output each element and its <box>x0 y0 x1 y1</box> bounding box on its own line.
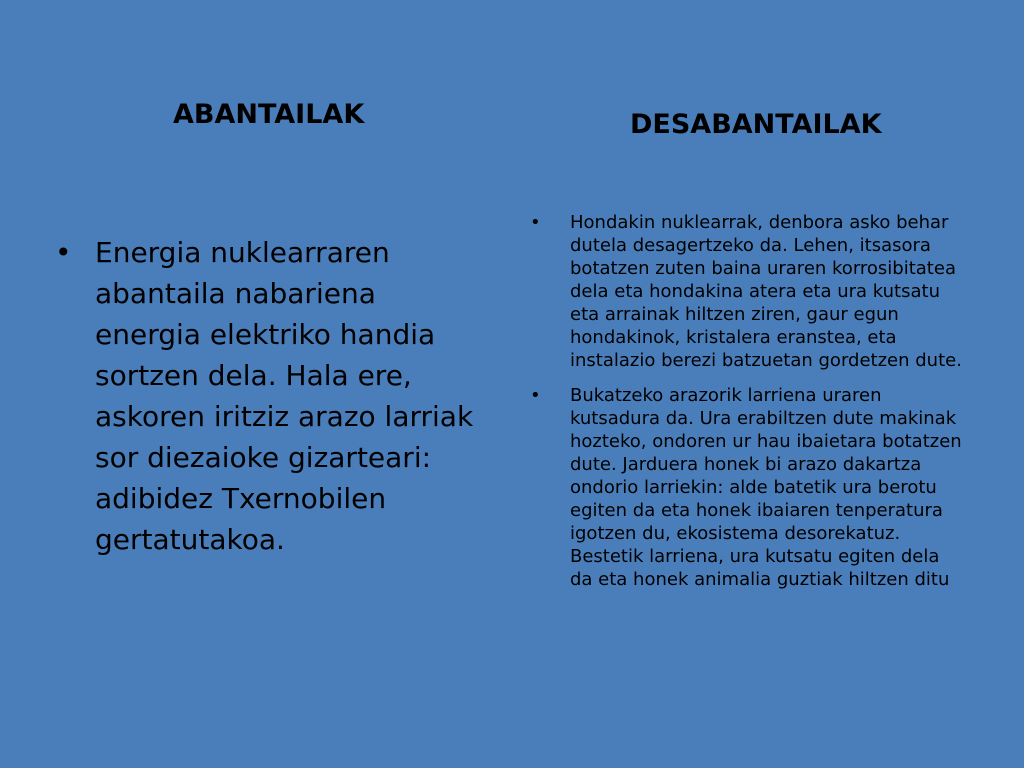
disadvantage-text: Hondakin nuklearrak, denbora asko behar dutela desagertzeko da. Lehen, itsasora botatzen zuten baina uraren korrosibitatea dela eta hondakina atera eta ura kutsatu eta arrainak hiltzen ziren, gaur egun hondakinok, kristalera eranstea, eta instalazio berezi batzuetan gordetzen dute. <box>570 212 962 371</box>
list-item <box>530 211 962 372</box>
disadvantages-list <box>530 211 962 603</box>
advantage-text: Energia nuklearraren abantaila nabariena energia elektriko handia sortzen dela. Hala ere, askoren iritziz arazo larriak sor diezaioke gizarteari: adibidez Txernobilen gertatutakoa. <box>95 236 474 556</box>
disadvantages-heading: DESABANTAILAK <box>630 109 882 140</box>
bullet-icon: • <box>55 236 72 269</box>
bullet-icon: • <box>530 212 541 233</box>
bullet-icon: • <box>530 385 541 406</box>
list-item <box>55 232 485 560</box>
advantages-list <box>55 232 485 560</box>
advantages-heading: ABANTAILAK <box>173 99 365 130</box>
disadvantage-text: Bukatzeko arazorik larriena uraren kutsadura da. Ura erabiltzen dute makinak hozteko, ondoren ur hau ibaietara botatzen dute. Jarduera honek bi arazo dakartza ondorio larriekin: alde batetik ura berotu egiten da eta honek ibaiaren tenperatura igotzen du, ekosistema desorekatuz. Bestetik larriena, ura kutsatu egiten dela da eta honek animalia guztiak hiltzen ditu <box>570 385 962 590</box>
list-item <box>530 384 962 591</box>
